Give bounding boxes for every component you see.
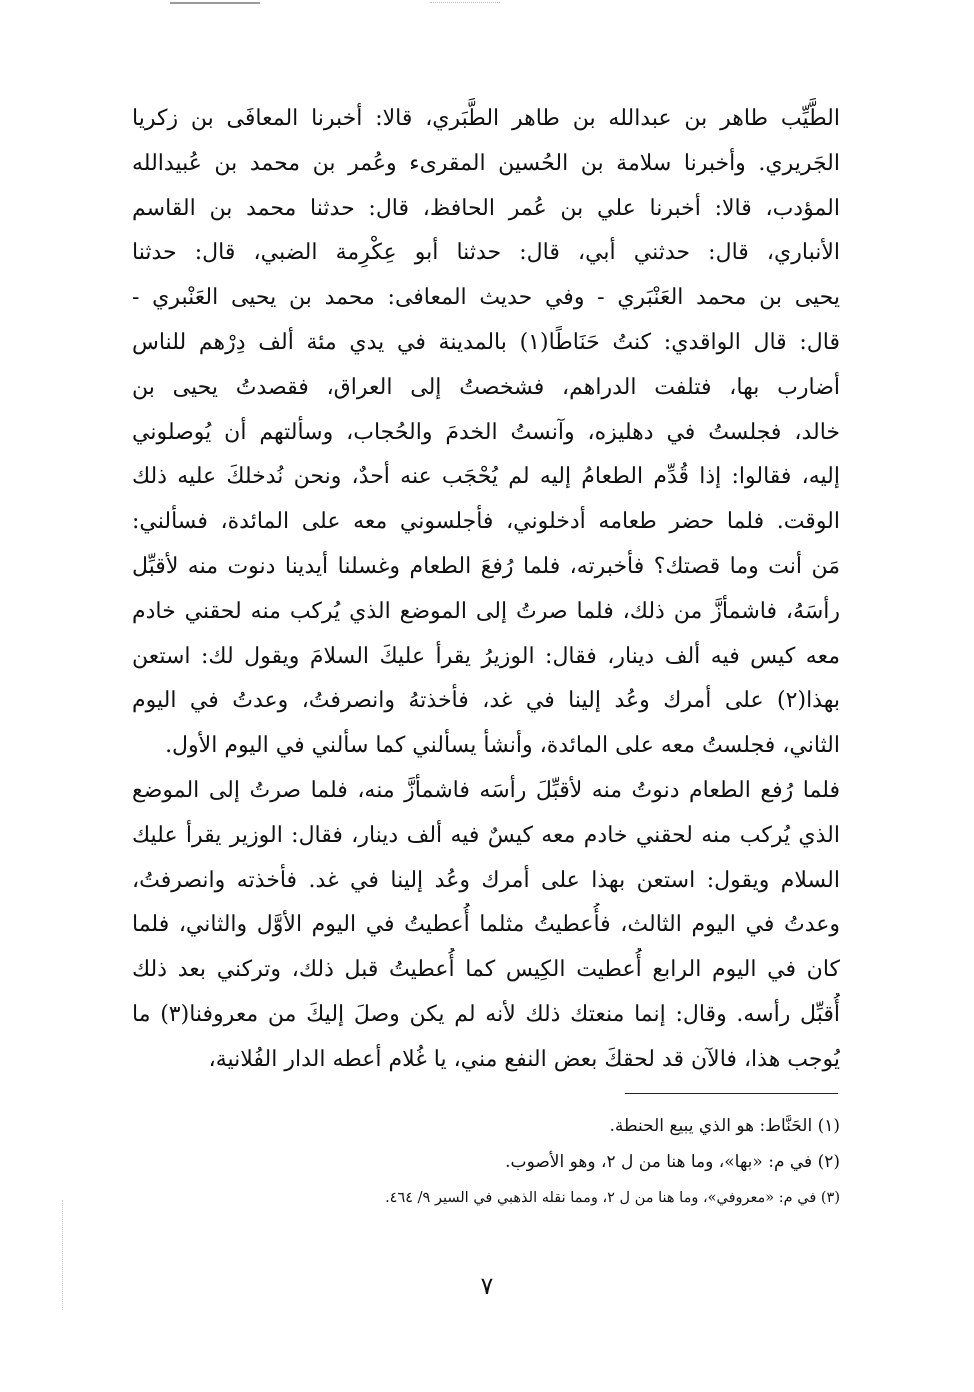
body-line: السلام ويقول: استعن بهذا على أمرك وعُد إلينا في غد. فأخذته وانصرفتُ،: [132, 867, 840, 893]
body-line: بهذا(٢) على أمرك وعُد إلينا في غد، فأخذتهُ وانصرفتُ، وعدتُ في اليوم: [132, 688, 840, 714]
body-line: أضارب بها، فتلفت الدراهم، فشخصتُ إلى العراق، فقصدتُ يحيى بن: [132, 374, 840, 400]
body-line: الثاني، فجلستُ معه على المائدة، وأنشأ يسألني كما سألني في اليوم الأول.: [165, 733, 840, 759]
body-line: الأنباري، قال: حدثني أبي، قال: حدثنا أبو عِكْرِمة الضبي، قال: حدثنا: [132, 240, 840, 266]
scan-artifact-top-dotted: [430, 2, 500, 3]
body-line: الجَريري. وأخبرنا سلامة بن الحُسين المقرىء وعُمر بن محمد بن عُبيدالله: [132, 150, 840, 176]
body-line: خالد، فجلستُ في دهليزه، وآنستُ الخدمَ والحُجاب، وسألتهم أن يُوصلوني: [132, 419, 840, 445]
body-line: يحيى بن محمد العَنْبَري - وفي حديث المعافى: محمد بن يحيى العَنْبري -: [132, 285, 840, 311]
body-line: الوقت. فلما حضر طعامه أدخلوني، فأجلسوني معه على المائدة، فسألني:: [132, 509, 840, 535]
body-line: الذي يُركب منه لحقني خادم معه كيسٌ فيه ألف دينار، فقال: الوزير يقرأ عليك: [132, 822, 840, 848]
scan-artifact-side: [62, 1200, 63, 1310]
body-line: فلما رُفع الطعام دنوتُ منه لأقبِّلَ رأسَه فاشمأزَّ منه، فلما صرتُ إلى الموضع: [132, 777, 840, 803]
body-line: رأسَهُ، فاشمأزَّ من ذلك، فلما صرتُ إلى الموضع الذي يُركب منه لحقني خادم: [132, 598, 840, 624]
body-line: قال: قال الواقدي: كنتُ حَنَاطًا(١) بالمدينة في يدي مئة ألف دِرْهم للناس: [132, 329, 840, 355]
footnote-1: (١) الحَنَّاط: هو الذي يبيع الحنطة.: [609, 1116, 840, 1136]
body-line: يُوجب هذا، فالآن قد لحقكَ بعض النفع مني، يا غُلام أعطه الدار الفُلانية،: [208, 1046, 840, 1072]
body-line: الطَّيِّب طاهر بن عبدالله بن طاهر الطَّبَري، قالا: أخبرنا المعافَى بن زكريا: [132, 106, 840, 131]
page-number: ٧: [480, 1272, 494, 1300]
footnotes-block: [380, 1108, 840, 1216]
footnote-2: (٢) في م: «بها»، وما هنا من ل ٢، وهو الأصوب.: [505, 1152, 840, 1172]
body-line: مَن أنت وما قصتك؟ فأخبرته، فلما رُفعَ الطعام وغسلنا أيدينا دنوت منه لأقبِّل: [132, 553, 840, 579]
scan-artifact-top: [170, 2, 260, 4]
body-line: معه كيس فيه ألف دينار، فقال: الوزيرُ يقرأ عليكَ السلامَ ويقول لك: استعن: [132, 643, 840, 669]
footnote-3: (٣) في م: «معروفي»، وما هنا من ل ٢، ومما نقله الذهبي في السير ٩/ ٤٦٤.: [385, 1190, 840, 1206]
body-line: كان في اليوم الرابع أُعطيت الكِيس كما أُعطيتُ قبل ذلك، وتركني بعد ذلك: [132, 957, 840, 983]
body-line: وعدتُ في اليوم الثالث، فأُعطيتُ مثلما أُعطيتُ في اليوم الأوَّل والثاني، فلما: [132, 912, 840, 938]
body-line: أُقبِّل رأسه. وقال: إنما منعتك ذلك لأنه لم يكن وصلَ إليكَ من معروفنا(٣) ما: [132, 1001, 840, 1027]
footnote-divider: [625, 1093, 838, 1094]
main-text-block: [132, 97, 840, 1083]
body-line: المؤدب، قالا: أخبرنا علي بن عُمر الحافظ، قال: حدثنا محمد بن القاسم: [132, 195, 840, 221]
body-line: إليه، فقالوا: إذا قُدِّم الطعامُ إليه لم يُحْجَب عنه أحدٌ، ونحن نُدخلكَ عليه ذلك: [132, 464, 840, 490]
